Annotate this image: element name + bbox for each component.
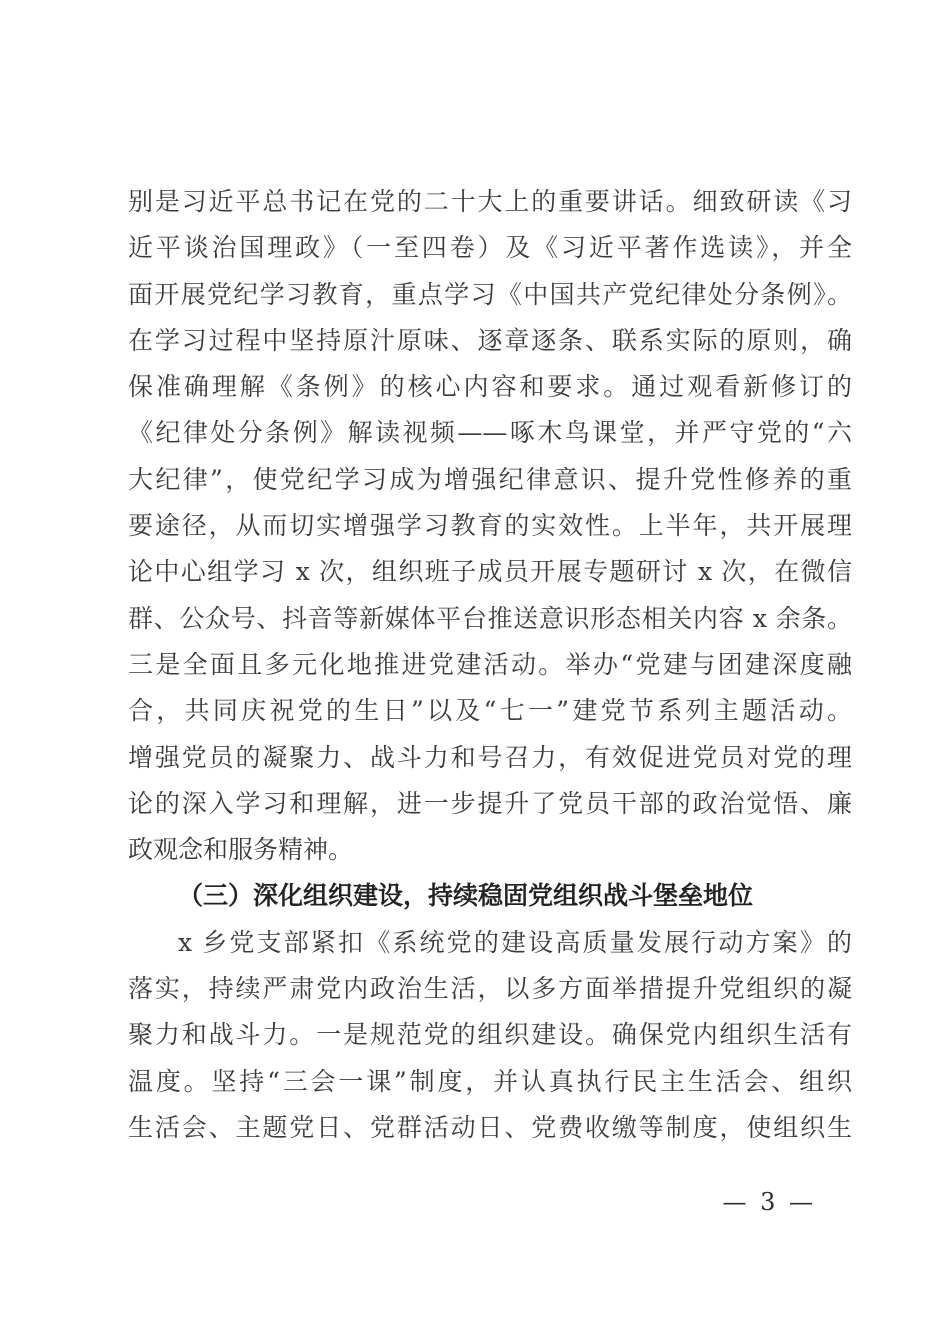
body-line: 落实，持续严肃党内政治生活，以多方面举措提升党组织的凝 [128, 974, 852, 1004]
body-line: 生活会、主题党日、党群活动日、党费收缴等制度，使组织生 [128, 1112, 852, 1142]
body-line: 群、公众号、抖音等新媒体平台推送意识形态相关内容 x 余条。 [128, 603, 852, 633]
body-line: 论中心组学习 x 次，组织班子成员开展专题研讨 x 次，在微信 [128, 557, 852, 587]
page-number: — 3 — [722, 1188, 816, 1216]
body-line: 政观念和服务精神。 [128, 835, 354, 865]
body-line: 增强党员的凝聚力、战斗力和号召力，有效促进党员对党的理 [128, 742, 852, 772]
body-line: 聚力和战斗力。一是规范党的组织建设。确保党内组织生活有 [128, 1020, 852, 1050]
body-line: 保准确理解《条例》的核心内容和要求。通过观看新修订的 [128, 372, 852, 402]
body-line: 别是习近平总书记在党的二十大上的重要讲话。细致研读《习 [128, 187, 852, 216]
body-line: 温度。坚持“三会一课”制度，并认真执行民主生活会、组织 [128, 1066, 852, 1096]
section-heading: （三）深化组织建设，持续稳固党组织战斗堡垒地位 [178, 881, 754, 911]
document-body [128, 179, 852, 1151]
body-line: 近平谈治国理政》（一至四卷）及《习近平著作选读》，并全 [128, 233, 852, 263]
body-line: 三是全面且多元化地推进党建活动。举办“党建与团建深度融 [128, 649, 852, 679]
body-line: 合，共同庆祝党的生日”以及“七一”建党节系列主题活动。 [128, 696, 852, 726]
body-line: 要途径，从而切实增强学习教育的实效性。上半年，共开展理 [128, 511, 852, 541]
body-line: 论的深入学习和理解，进一步提升了党员干部的政治觉悟、廉 [128, 788, 852, 818]
body-line: 面开展党纪学习教育，重点学习《中国共产党纪律处分条例》。 [128, 279, 852, 309]
body-line: 大纪律”，使党纪学习成为增强纪律意识、提升党性修养的重 [128, 464, 852, 494]
body-line: x 乡党支部紧扣《系统党的建设高质量发展行动方案》的 [178, 927, 852, 957]
body-line: 在学习过程中坚持原汁原味、逐章逐条、联系实际的原则，确 [128, 325, 852, 355]
body-line: 《纪律处分条例》解读视频——啄木鸟课堂，并严守党的“六 [128, 418, 852, 448]
